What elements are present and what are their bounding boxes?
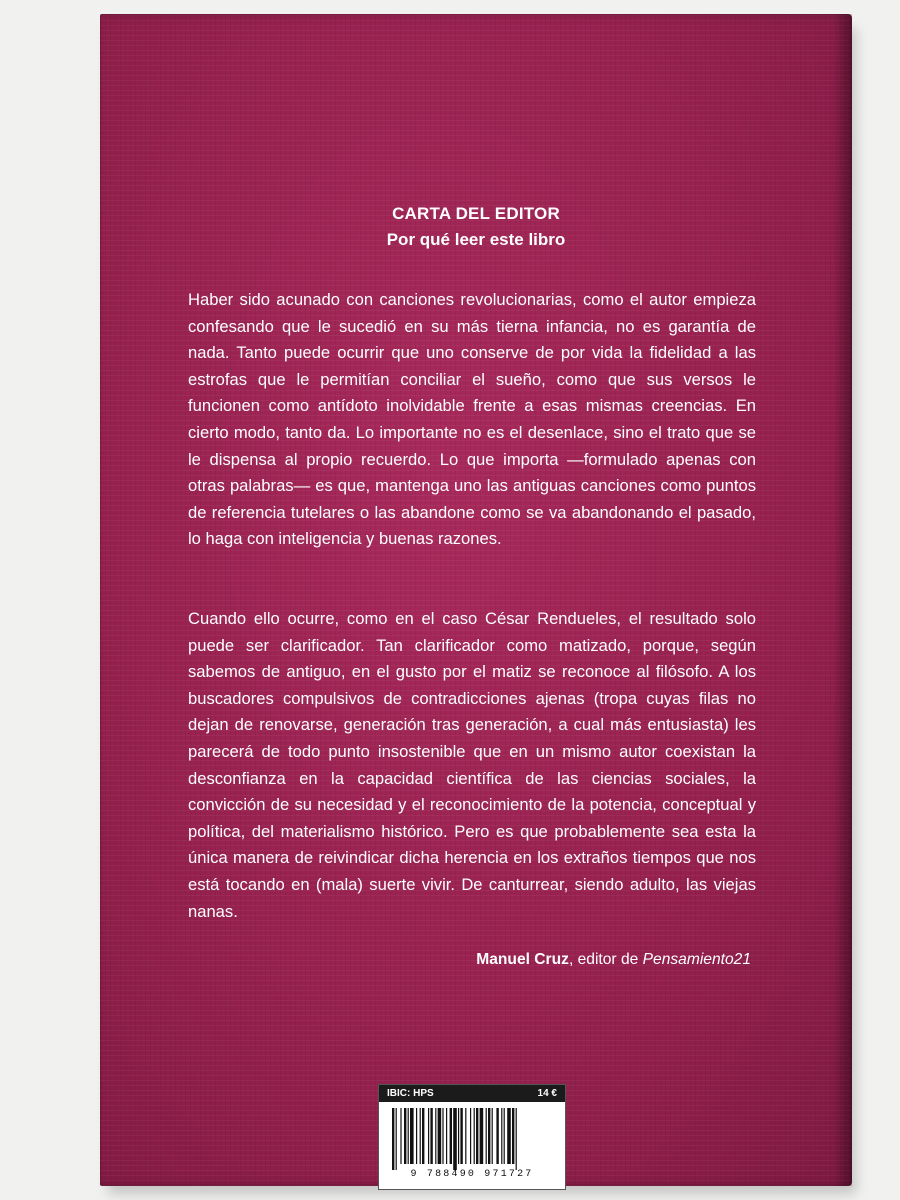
signature xyxy=(476,951,751,969)
spine-edge xyxy=(834,14,852,1186)
barcode-bar xyxy=(480,1108,484,1164)
barcode-bar xyxy=(416,1108,417,1164)
barcode-bar xyxy=(438,1108,442,1164)
ibic-code: IBIC: HPS xyxy=(387,1088,434,1099)
ibic-bar xyxy=(379,1085,565,1102)
barcode-image xyxy=(388,1108,556,1170)
barcode-bar xyxy=(488,1108,490,1164)
barcode-bar xyxy=(516,1108,517,1170)
barcode-bar xyxy=(486,1108,487,1164)
signature-role: , editor de xyxy=(568,951,643,968)
barcode-bar xyxy=(450,1108,452,1164)
isbn-digits: 9 788490 971727 xyxy=(410,1169,534,1180)
barcode-bar xyxy=(470,1108,471,1164)
barcode-bar xyxy=(408,1108,409,1164)
barcode-bar xyxy=(476,1108,478,1164)
barcode-label xyxy=(378,1084,566,1190)
barcode-bar xyxy=(422,1108,424,1164)
barcode-bar xyxy=(446,1108,447,1164)
paragraph-2-text: Cuando ello ocurre, como en el caso César Rendueles, el resultado solo puede ser clarificador. Tan clarificador como matizado, porque, según sabemos de antiguo, en el gusto por el matiz se reconoce al filósofo. A los buscadores compulsivos de contradicciones ajenas (tropa cuyas filas no dejan de renovarse, generación tras generación, a cual más entusiasta) les parecerá de todo punto insostenible que en un mismo autor coexistan la desconfianza en la capacidad científica de las ciencias sociales, la convicción de su necesidad y el reconocimiento de la potencia, conceptual y política, del materialismo histórico. Pero es que probablemente sea esta la única manera de reivindicar dicha herencia en los extraños tiempos que nos está tocando en (mala) suerte vivir. De canturrear, siendo adulto, las viejas nanas. xyxy=(188,609,756,921)
barcode-bar xyxy=(420,1108,421,1164)
barcode-bar xyxy=(492,1108,493,1164)
barcode-bar xyxy=(453,1108,457,1170)
signature-name: Manuel Cruz xyxy=(476,951,569,968)
paragraph-1 xyxy=(188,287,756,553)
editor-letter-header xyxy=(100,202,852,254)
barcode-bar xyxy=(504,1108,505,1164)
book-back-cover xyxy=(100,14,852,1186)
barcode-bar xyxy=(496,1108,498,1164)
paragraph-1-text: Haber sido acunado con canciones revolucionarias, como el autor empieza confesando que le sucedió en su más tierna infancia, no es garantía de nada. Tanto puede ocurrir que uno conserve de por vida la fidelidad a las estrofas que le permitían conciliar el sueño, como que sus versos le funcionen como antídoto inolvidable frente a esas mismas creencias. En cierto modo, tanto da. Lo importante no es el desenlace, sino el trato que se le dispensa al propio recuerdo. Lo que importa —formulado apenas con otras palabras— es que, mantenga uno las antiguas canciones como puntos de referencia tutelares o las abandone como se va abandonando el pasado, lo haga con inteligencia y buenas razones. xyxy=(188,290,756,549)
letter-subtitle: Por qué leer este libro xyxy=(386,230,566,249)
barcode-bar xyxy=(458,1108,459,1164)
barcode-bar xyxy=(410,1108,414,1164)
barcode-bar xyxy=(460,1108,462,1164)
letter-title: CARTA DEL EDITOR xyxy=(392,204,560,223)
barcode-bar xyxy=(507,1108,511,1164)
barcode-bar xyxy=(501,1108,502,1164)
barcode-bar xyxy=(435,1108,436,1164)
barcode-bar xyxy=(392,1108,394,1170)
barcode-bar xyxy=(404,1108,406,1164)
barcode-bar xyxy=(442,1108,443,1164)
barcode-bar xyxy=(430,1108,432,1164)
barcode-bar xyxy=(396,1108,397,1170)
signature-collection: Pensamiento21 xyxy=(642,951,751,968)
barcode-bar xyxy=(512,1108,514,1164)
barcode-bar xyxy=(428,1108,429,1164)
barcode-bar xyxy=(465,1108,466,1164)
paragraph-2 xyxy=(188,606,756,925)
barcode-bar xyxy=(474,1108,475,1164)
price: 14 € xyxy=(537,1088,557,1099)
barcode-bar xyxy=(400,1108,401,1164)
